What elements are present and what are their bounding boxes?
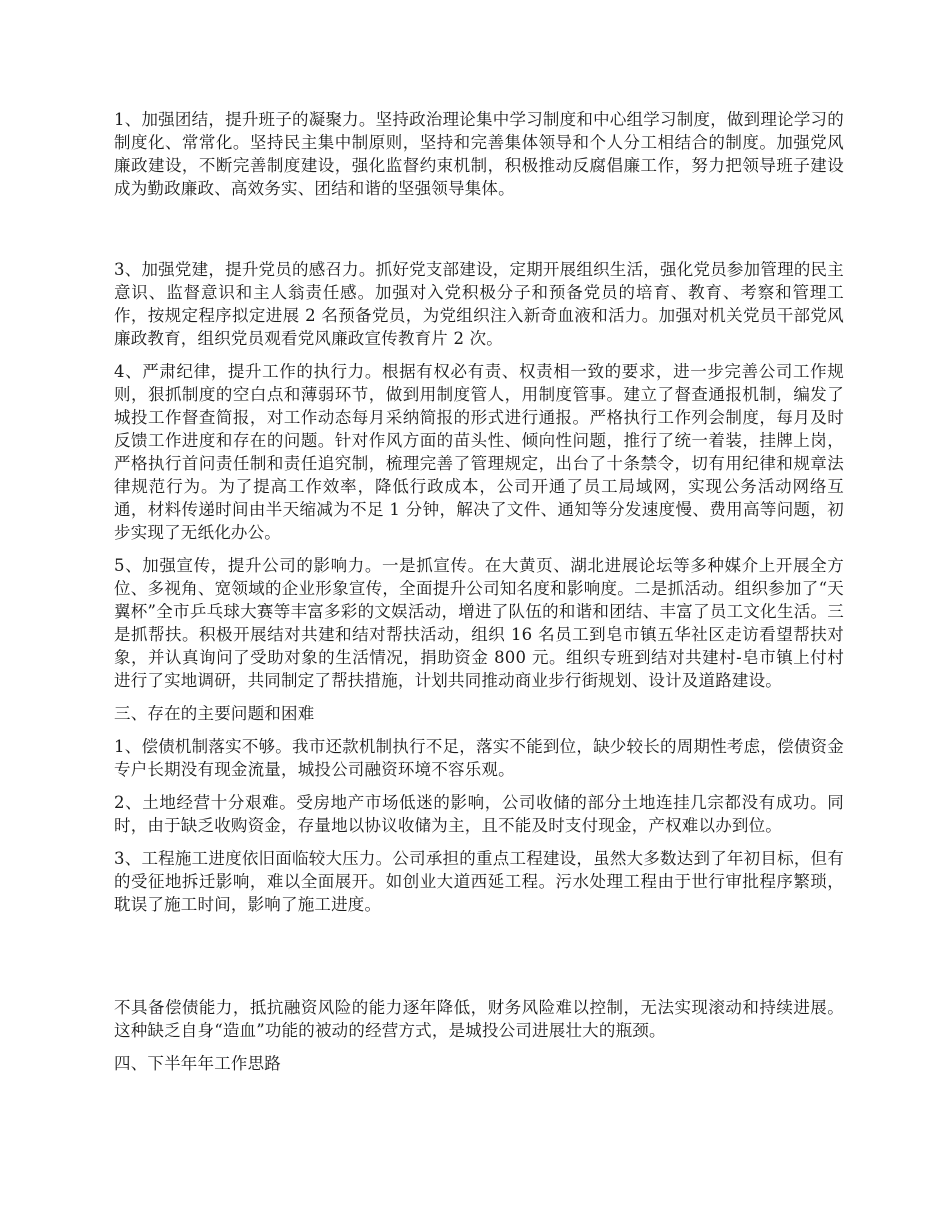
paragraph-repayment-capacity: 不具备偿债能力，抵抗融资风险的能力逐年降低，财务风险难以控制，无法实现滚动和持续进展。这种缺乏自身“造血”功能的被动的经营方式，是城投公司进展壮大的瓶颈。: [114, 998, 844, 1040]
paragraph-land-operation: 2、土地经营十分艰难。受房地产市场低迷的影响，公司收储的部分土地连挂几宗都没有成功。同时，由于缺乏收购资金，存量地以协议收储为主，且不能及时支付现金，产权难以办到位。: [114, 793, 844, 835]
section-heading-problems: 三、存在的主要问题和困难: [114, 704, 315, 723]
section-heading-plans: 四、下半年年工作思路: [114, 1054, 281, 1073]
paragraph-debt-mechanism: 1、偿债机制落实不够。我市还款机制执行不足，落实不能到位，缺少较长的周期性考虑，偿债资金专户长期没有现金流量，城投公司融资环境不容乐观。: [114, 737, 844, 779]
paragraph-party-building: 3、加强党建，提升党员的感召力。抓好党支部建设，定期开展组织生活，强化党员参加管理的民主意识、监督意识和主人翁责任感。加强对入党积极分子和预备党员的培育、教育、考察和管理工作，按规定程序拟定进展 2 名预备党员，为党组织注入新奇血液和活力。加强对机关党员干部党风廉政教育，组织党员观看党风廉政宣传教育片 2 次。: [114, 260, 844, 348]
paragraph-publicity: 5、加强宣传，提升公司的影响力。一是抓宣传。在大黄页、湖北进展论坛等多种媒介上开展全方位、多视角、宽领域的企业形象宣传，全面提升公司知名度和影响度。二是抓活动。组织参加了“天翼杯”全市乒乓球大赛等丰富多彩的文娱活动，增进了队伍的和谐和团结、丰富了员工文化生活。三是抓帮扶。积极开展结对共建和结对帮扶活动，组织 16 名员工到皂市镇五华社区走访看望帮扶对象，并认真询问了受助对象的生活情况，捐助资金 800 元。组织专班到结对共建村-皂市镇上付村进行了实地调研，共同制定了帮扶措施，计划共同推动商业步行街规划、设计及道路建设。: [114, 556, 844, 690]
paragraph-unity: 1、加强团结，提升班子的凝聚力。坚持政治理论集中学习制度和中心组学习制度，做到理论学习的制度化、常常化。坚持民主集中制原则，坚持和完善集体领导和个人分工相结合的制度。加强党风廉政建设，不断完善制度建设，强化监督约束机制，积极推动反腐倡廉工作，努力把领导班子建设成为勤政廉政、高效务实、团结和谐的坚强领导集体。: [114, 110, 844, 198]
paragraph-construction-progress: 3、工程施工进度依旧面临较大压力。公司承担的重点工程建设，虽然大多数达到了年初目标，但有的受征地拆迁影响，难以全面展开。如创业大道西延工程。污水处理工程由于世行审批程序繁琐，耽误了施工时间，影响了施工进度。: [114, 849, 844, 914]
document-page: [114, 108, 844, 1085]
paragraph-discipline: 4、严肃纪律，提升工作的执行力。根据有权必有责、权责相一致的要求，进一步完善公司工作规则，狠抓制度的空白点和薄弱环节，做到用制度管人，用制度管事。建立了督查通报机制，编发了城投工作督查简报，对工作动态每月采纳简报的形式进行通报。严格执行工作列会制度，每月及时反馈工作进度和存在的问题。针对作风方面的苗头性、倾向性问题，推行了统一着装，挂牌上岗，严格执行首问责任制和责任追究制，梳理完善了管理规定，出台了十条禁令，切有用纪律和规章法律规范行为。为了提高工作效率，降低行政成本，公司开通了员工局域网，实现公务活动网络互通，材料传递时间由半天缩减为不足 1 分钟，解决了文件、通知等分发速度慢、费用高等问题，初步实现了无纸化办公。: [114, 362, 844, 542]
